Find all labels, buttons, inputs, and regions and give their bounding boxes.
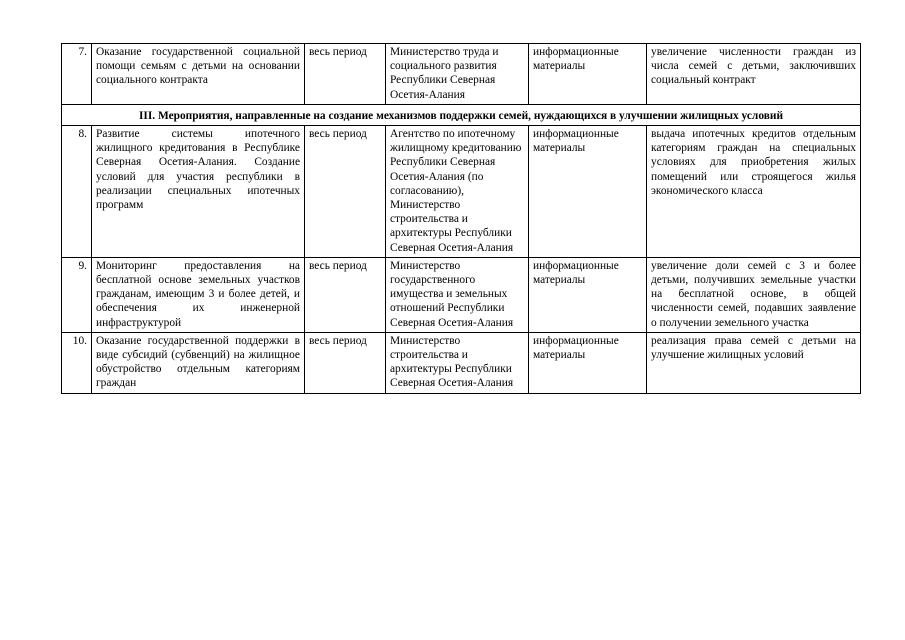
period-cell: весь период	[305, 126, 386, 258]
activity-cell: Оказание государственной поддержки в виде субсидий (субвенций) на жилищное обустройство отдельным категориям граждан	[92, 332, 305, 393]
executor-cell: Министерство государственного имущества и земельных отношений Республики Северная Осетия-Алания	[386, 257, 529, 332]
period-cell: весь период	[305, 332, 386, 393]
executor-cell: Министерство строительства и архитектуры Республики Северная Осетия-Алания	[386, 332, 529, 393]
source-cell: информационные материалы	[529, 257, 647, 332]
result-cell: выдача ипотечных кредитов отдельным категориям граждан на специальных условиях для приобретения жилых помещений или строящегося жилья экономического класса	[647, 126, 861, 258]
executor-cell: Министерство труда и социального развития Республики Северная Осетия-Алания	[386, 44, 529, 105]
table-row-9	[62, 257, 861, 332]
source-cell: информационные материалы	[529, 126, 647, 258]
table-row-7	[62, 44, 861, 105]
result-cell: увеличение доли семей с 3 и более детьми, получивших земельные участки на бесплатной основе, в общей численности семей, подавших заявление о получении земельного участка	[647, 257, 861, 332]
measures-table	[61, 43, 861, 394]
table-row-8	[62, 126, 861, 258]
period-cell: весь период	[305, 44, 386, 105]
activity-cell: Развитие системы ипотечного жилищного кредитования в Республике Северная Осетия-Алания. Создание условий для участия республики в реализации специальных ипотечных программ	[92, 126, 305, 258]
row-number: 9.	[62, 257, 92, 332]
source-cell: информационные материалы	[529, 44, 647, 105]
source-cell: информационные материалы	[529, 332, 647, 393]
section-header-row	[62, 104, 861, 125]
result-cell: реализация права семей с детьми на улучшение жилищных условий	[647, 332, 861, 393]
section-title: III. Мероприятия, направленные на создание механизмов поддержки семей, нуждающихся в улучшении жилищных условий	[62, 104, 861, 125]
executor-cell: Агентство по ипотечному жилищному кредитованию Республики Северная Осетия-Алания (по согласованию), Министерство строительства и архитектуры Республики Северная Осетия-Алания	[386, 126, 529, 258]
activity-cell: Оказание государственной социальной помощи семьям с детьми на основании социального контракта	[92, 44, 305, 105]
row-number: 10.	[62, 332, 92, 393]
row-number: 8.	[62, 126, 92, 258]
activity-cell: Мониторинг предоставления на бесплатной основе земельных участков гражданам, имеющим 3 и более детей, и обеспечения их инженерной инфраструктурой	[92, 257, 305, 332]
table-row-10	[62, 332, 861, 393]
result-cell: увеличение численности граждан из числа семей с детьми, заключивших социальный контракт	[647, 44, 861, 105]
row-number: 7.	[62, 44, 92, 105]
period-cell: весь период	[305, 257, 386, 332]
